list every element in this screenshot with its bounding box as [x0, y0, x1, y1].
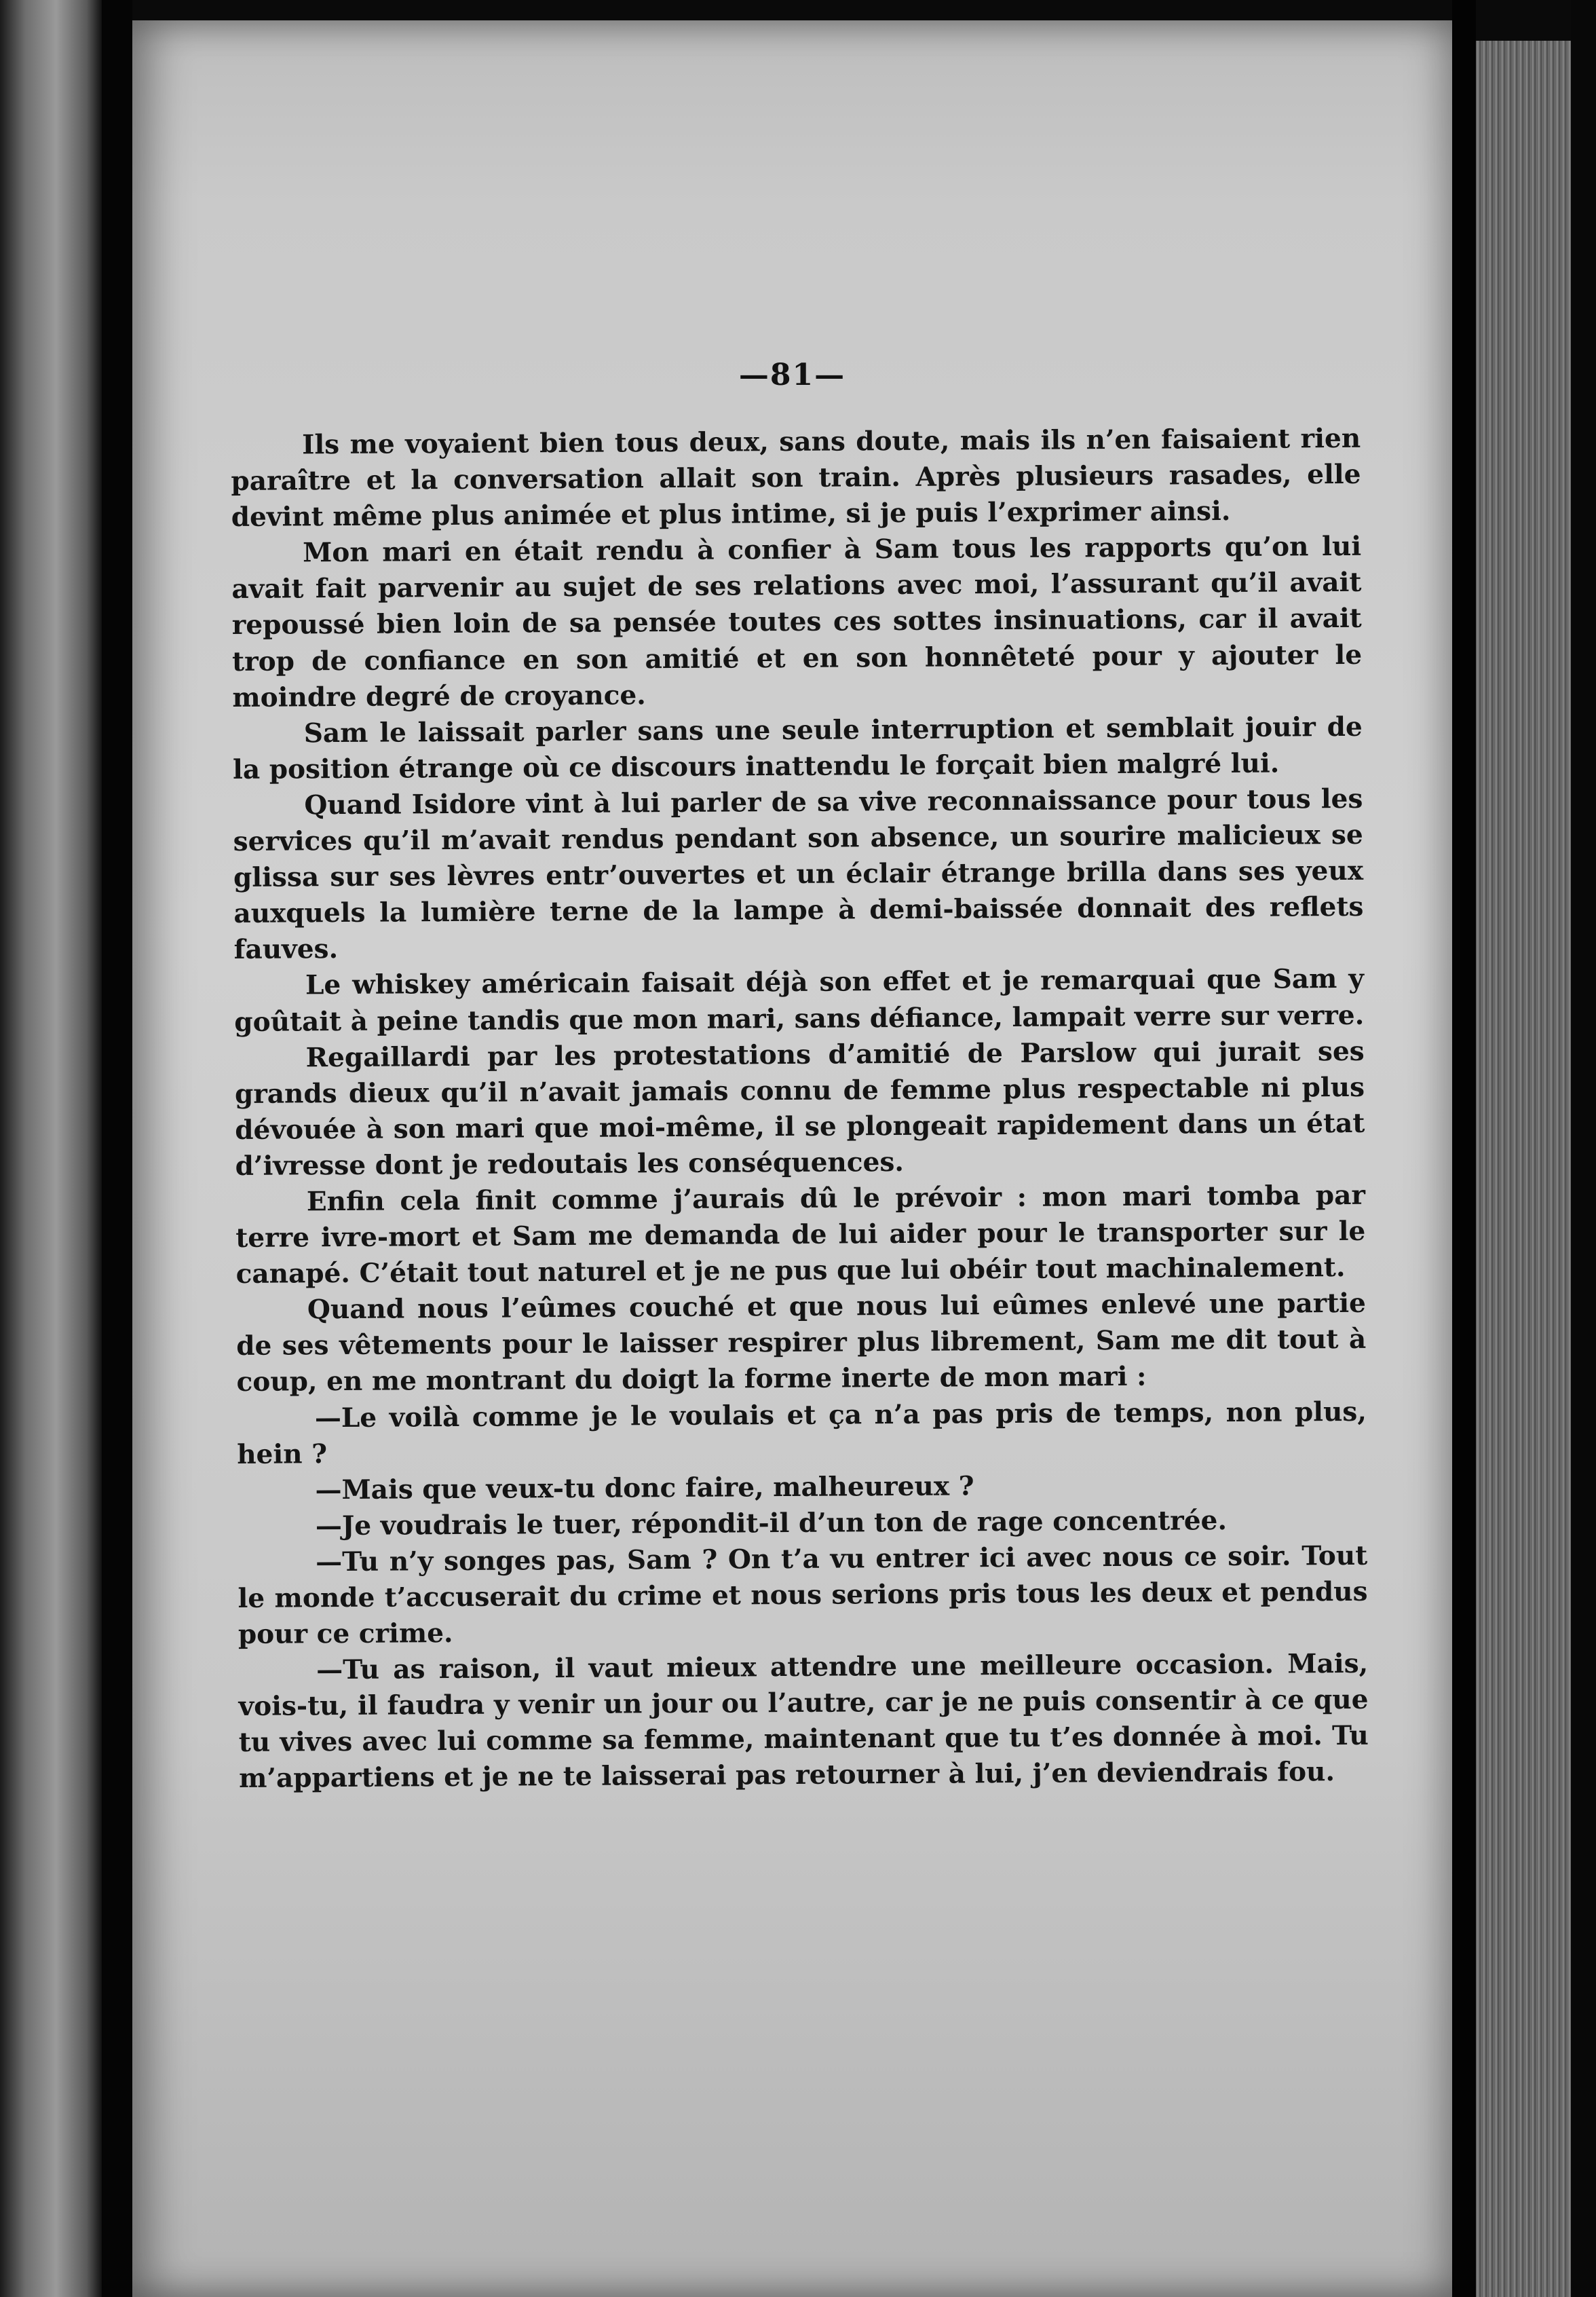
paragraph-4: Quand Isidore vint à lui parler de sa vive reconnaissance pour tous les services qu’il m’avait rendus pendant son absence, un sourire malicieux se glissa sur ses lèvres entr’ouvertes et un éclair étrange brilla dans ses yeux auxquels la lumière terne de la lampe à demi-baissée donnait des reflets fauves. [233, 783, 1364, 966]
stacked-pages-edge [1476, 41, 1571, 2297]
page-number: —81— [738, 358, 846, 392]
previous-page-edge [0, 0, 102, 2297]
dialog-line-3: —Je voudrais le tuer, répondit-il d’un ton de rage concentrée. [315, 1504, 1228, 1542]
paragraph-3: Sam le laissait parler sans une seule interruption et semblait jouir de la position étrange où ce discours inattendu le forçait bien malgré lui. [232, 711, 1363, 785]
paragraph-1: Ils me voyaient bien tous deux, sans doute, mais ils n’en faisaient rien paraître et la conversation allait son train. Après plusieurs rasades, elle devint même plus animée et plus intime, si je puis l’exprimer ainsi. [231, 422, 1361, 534]
dialog-line-1: —Le voilà comme je le voulais et ça n’a pas pris de temps, non plus, hein ? [237, 1396, 1367, 1470]
left-gutter-shadow [102, 0, 132, 2297]
page-body-text [231, 421, 1369, 1797]
dialog-line-5: —Tu as raison, il vaut mieux attendre une meilleure occasion. Mais, vois-tu, il faudra y venir un jour ou l’autre, car je ne puis consentir à ce que tu vives avec lui comme sa femme, maintenant que tu t’es donnée à moi. Tu m’appartiens et je ne te laisserai pas retourner à lui, j’en deviendrais fou. [238, 1647, 1369, 1795]
right-border-shadow [1571, 0, 1596, 2297]
paragraph-6: Regaillardi par les protestations d’amitié de Parslow qui jurait ses grands dieux qu’il n’avait jamais connu de femme plus respectable ni plus dévouée à son mari que moi-même, il se plongeait rapidement dans un état d’ivresse dont je redoutais les conséquences. [234, 1035, 1365, 1182]
paragraph-8: Quand nous l’eûmes couché et que nous lui eûmes enlevé une partie de ses vêtements pour le laisser respirer plus librement, Sam me dit tout à coup, en me montrant du doigt la forme inerte de mon mari : [236, 1288, 1367, 1398]
book-page [132, 20, 1452, 2297]
paragraph-7: Enfin cela finit comme j’aurais dû le prévoir : mon mari tomba par terre ivre-mort et Sam me demanda de lui aider pour le transporter sur le canapé. C’était tout naturel et je ne pus que lui obéir tout machinalement. [235, 1179, 1366, 1290]
dialog-line-4: —Tu n’y songes pas, Sam ? On t’a vu entrer ici avec nous ce soir. Tout le monde t’accuserait du crime et nous serions pris tous les deux et pendus pour ce crime. [238, 1539, 1368, 1651]
paragraph-5: Le whiskey américain faisait déjà son effet et je remarquai que Sam y goûtait à peine tandis que mon mari, sans défiance, lampait verre sur verre. [234, 963, 1365, 1038]
paragraph-2: Mon mari en était rendu à confier à Sam tous les rapports qu’on lui avait fait parvenir au sujet de ses relations avec moi, l’assurant qu’il avait repoussé bien loin de sa pensée toutes ces sottes insinuations, car il avait trop de confiance en son amitié et en son honnêteté pour y ajouter le moindre degré de croyance. [231, 531, 1363, 713]
right-gutter-shadow [1452, 0, 1476, 2297]
dialog-line-2: —Mais que veux-tu donc faire, malheureux ? [315, 1470, 974, 1506]
